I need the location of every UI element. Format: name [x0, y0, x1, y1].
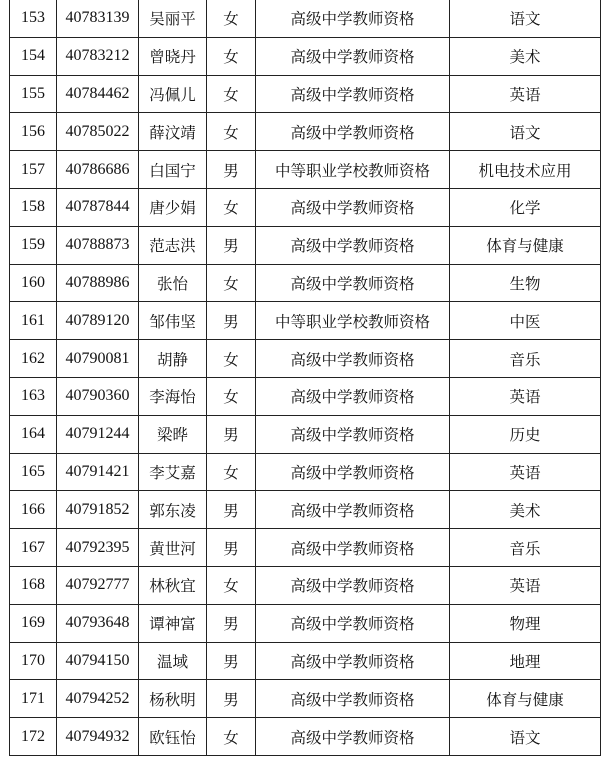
- table-row: [10, 340, 601, 378]
- cell-subject: 英语: [450, 377, 601, 415]
- cell-exam-id: 40786686: [57, 151, 139, 189]
- cell-name: 梁晔: [139, 415, 207, 453]
- cell-subject: 机电技术应用: [450, 151, 601, 189]
- cell-exam-id: 40788986: [57, 264, 139, 302]
- cell-name: 郭东凌: [139, 491, 207, 529]
- cell-qualification: 中等职业学校教师资格: [256, 302, 450, 340]
- cell-exam-id: 40790081: [57, 340, 139, 378]
- cell-number: 172: [10, 718, 57, 756]
- cell-number: 161: [10, 302, 57, 340]
- table-row: [10, 188, 601, 226]
- cell-subject: 英语: [450, 75, 601, 113]
- cell-qualification: 中等职业学校教师资格: [256, 151, 450, 189]
- cell-number: 159: [10, 226, 57, 264]
- cell-qualification: 高级中学教师资格: [256, 718, 450, 756]
- cell-qualification: 高级中学教师资格: [256, 264, 450, 302]
- cell-number: 168: [10, 566, 57, 604]
- cell-qualification: 高级中学教师资格: [256, 529, 450, 567]
- cell-number: 153: [10, 0, 57, 37]
- cell-name: 白国宁: [139, 151, 207, 189]
- cell-exam-id: 40791421: [57, 453, 139, 491]
- cell-qualification: 高级中学教师资格: [256, 680, 450, 718]
- cell-number: 164: [10, 415, 57, 453]
- table-row: [10, 226, 601, 264]
- cell-qualification: 高级中学教师资格: [256, 491, 450, 529]
- cell-name: 曾晓丹: [139, 37, 207, 75]
- cell-name: 李艾嘉: [139, 453, 207, 491]
- cell-exam-id: 40785022: [57, 113, 139, 151]
- cell-number: 163: [10, 377, 57, 415]
- cell-name: 薛汶靖: [139, 113, 207, 151]
- cell-qualification: 高级中学教师资格: [256, 0, 450, 37]
- cell-number: 157: [10, 151, 57, 189]
- cell-gender: 女: [207, 0, 256, 37]
- cell-number: 162: [10, 340, 57, 378]
- cell-number: 156: [10, 113, 57, 151]
- cell-name: 邹伟坚: [139, 302, 207, 340]
- cell-qualification: 高级中学教师资格: [256, 340, 450, 378]
- cell-qualification: 高级中学教师资格: [256, 642, 450, 680]
- cell-name: 杨秋明: [139, 680, 207, 718]
- cell-exam-id: 40789120: [57, 302, 139, 340]
- cell-exam-id: 40794932: [57, 718, 139, 756]
- cell-name: 张怡: [139, 264, 207, 302]
- cell-subject: 语文: [450, 718, 601, 756]
- cell-number: 169: [10, 604, 57, 642]
- cell-gender: 女: [207, 718, 256, 756]
- cell-gender: 女: [207, 377, 256, 415]
- cell-qualification: 高级中学教师资格: [256, 604, 450, 642]
- table-row: [10, 415, 601, 453]
- cell-gender: 女: [207, 113, 256, 151]
- cell-name: 谭神富: [139, 604, 207, 642]
- cell-exam-id: 40793648: [57, 604, 139, 642]
- table-row: [10, 529, 601, 567]
- table-row: [10, 0, 601, 37]
- cell-subject: 美术: [450, 37, 601, 75]
- cell-subject: 生物: [450, 264, 601, 302]
- cell-number: 171: [10, 680, 57, 718]
- cell-exam-id: 40783139: [57, 0, 139, 37]
- cell-name: 黄世河: [139, 529, 207, 567]
- cell-subject: 美术: [450, 491, 601, 529]
- table-row: [10, 302, 601, 340]
- cell-name: 范志洪: [139, 226, 207, 264]
- cell-gender: 女: [207, 566, 256, 604]
- cell-qualification: 高级中学教师资格: [256, 75, 450, 113]
- cell-qualification: 高级中学教师资格: [256, 566, 450, 604]
- cell-qualification: 高级中学教师资格: [256, 226, 450, 264]
- table-row: [10, 604, 601, 642]
- cell-number: 154: [10, 37, 57, 75]
- cell-exam-id: 40790360: [57, 377, 139, 415]
- cell-gender: 女: [207, 75, 256, 113]
- cell-exam-id: 40791852: [57, 491, 139, 529]
- cell-subject: 物理: [450, 604, 601, 642]
- cell-name: 李海怡: [139, 377, 207, 415]
- cell-gender: 男: [207, 604, 256, 642]
- cell-subject: 地理: [450, 642, 601, 680]
- cell-qualification: 高级中学教师资格: [256, 453, 450, 491]
- cell-number: 165: [10, 453, 57, 491]
- document-page: [9, 0, 600, 756]
- cell-number: 160: [10, 264, 57, 302]
- table-row: [10, 113, 601, 151]
- table-row: [10, 264, 601, 302]
- cell-name: 冯佩儿: [139, 75, 207, 113]
- cell-number: 158: [10, 188, 57, 226]
- cell-exam-id: 40783212: [57, 37, 139, 75]
- cell-qualification: 高级中学教师资格: [256, 415, 450, 453]
- teacher-qualification-table: [9, 0, 601, 756]
- cell-name: 温域: [139, 642, 207, 680]
- cell-subject: 音乐: [450, 340, 601, 378]
- cell-qualification: 高级中学教师资格: [256, 377, 450, 415]
- cell-subject: 英语: [450, 453, 601, 491]
- cell-exam-id: 40788873: [57, 226, 139, 264]
- cell-subject: 化学: [450, 188, 601, 226]
- table-row: [10, 491, 601, 529]
- cell-exam-id: 40791244: [57, 415, 139, 453]
- cell-name: 吴丽平: [139, 0, 207, 37]
- table-row: [10, 151, 601, 189]
- cell-gender: 男: [207, 491, 256, 529]
- cell-gender: 女: [207, 453, 256, 491]
- cell-exam-id: 40794150: [57, 642, 139, 680]
- cell-qualification: 高级中学教师资格: [256, 188, 450, 226]
- cell-number: 167: [10, 529, 57, 567]
- table-row: [10, 566, 601, 604]
- cell-subject: 中医: [450, 302, 601, 340]
- cell-subject: 历史: [450, 415, 601, 453]
- cell-gender: 男: [207, 642, 256, 680]
- table-body: [10, 0, 601, 755]
- cell-name: 胡静: [139, 340, 207, 378]
- cell-number: 170: [10, 642, 57, 680]
- cell-gender: 女: [207, 264, 256, 302]
- cell-name: 林秋宜: [139, 566, 207, 604]
- table-row: [10, 37, 601, 75]
- cell-exam-id: 40784462: [57, 75, 139, 113]
- cell-gender: 女: [207, 340, 256, 378]
- cell-gender: 女: [207, 37, 256, 75]
- cell-gender: 女: [207, 188, 256, 226]
- cell-subject: 体育与健康: [450, 226, 601, 264]
- cell-subject: 语文: [450, 0, 601, 37]
- cell-qualification: 高级中学教师资格: [256, 37, 450, 75]
- cell-gender: 男: [207, 680, 256, 718]
- table-row: [10, 453, 601, 491]
- cell-subject: 音乐: [450, 529, 601, 567]
- cell-gender: 男: [207, 226, 256, 264]
- table-row: [10, 377, 601, 415]
- cell-subject: 体育与健康: [450, 680, 601, 718]
- table-row: [10, 75, 601, 113]
- cell-gender: 男: [207, 302, 256, 340]
- cell-number: 166: [10, 491, 57, 529]
- table-row: [10, 642, 601, 680]
- cell-exam-id: 40787844: [57, 188, 139, 226]
- cell-gender: 男: [207, 415, 256, 453]
- cell-exam-id: 40794252: [57, 680, 139, 718]
- cell-name: 唐少娟: [139, 188, 207, 226]
- cell-gender: 男: [207, 151, 256, 189]
- cell-gender: 男: [207, 529, 256, 567]
- cell-subject: 英语: [450, 566, 601, 604]
- cell-subject: 语文: [450, 113, 601, 151]
- cell-exam-id: 40792777: [57, 566, 139, 604]
- table-row: [10, 718, 601, 756]
- cell-exam-id: 40792395: [57, 529, 139, 567]
- cell-name: 欧钰怡: [139, 718, 207, 756]
- table-row: [10, 680, 601, 718]
- cell-number: 155: [10, 75, 57, 113]
- cell-qualification: 高级中学教师资格: [256, 113, 450, 151]
